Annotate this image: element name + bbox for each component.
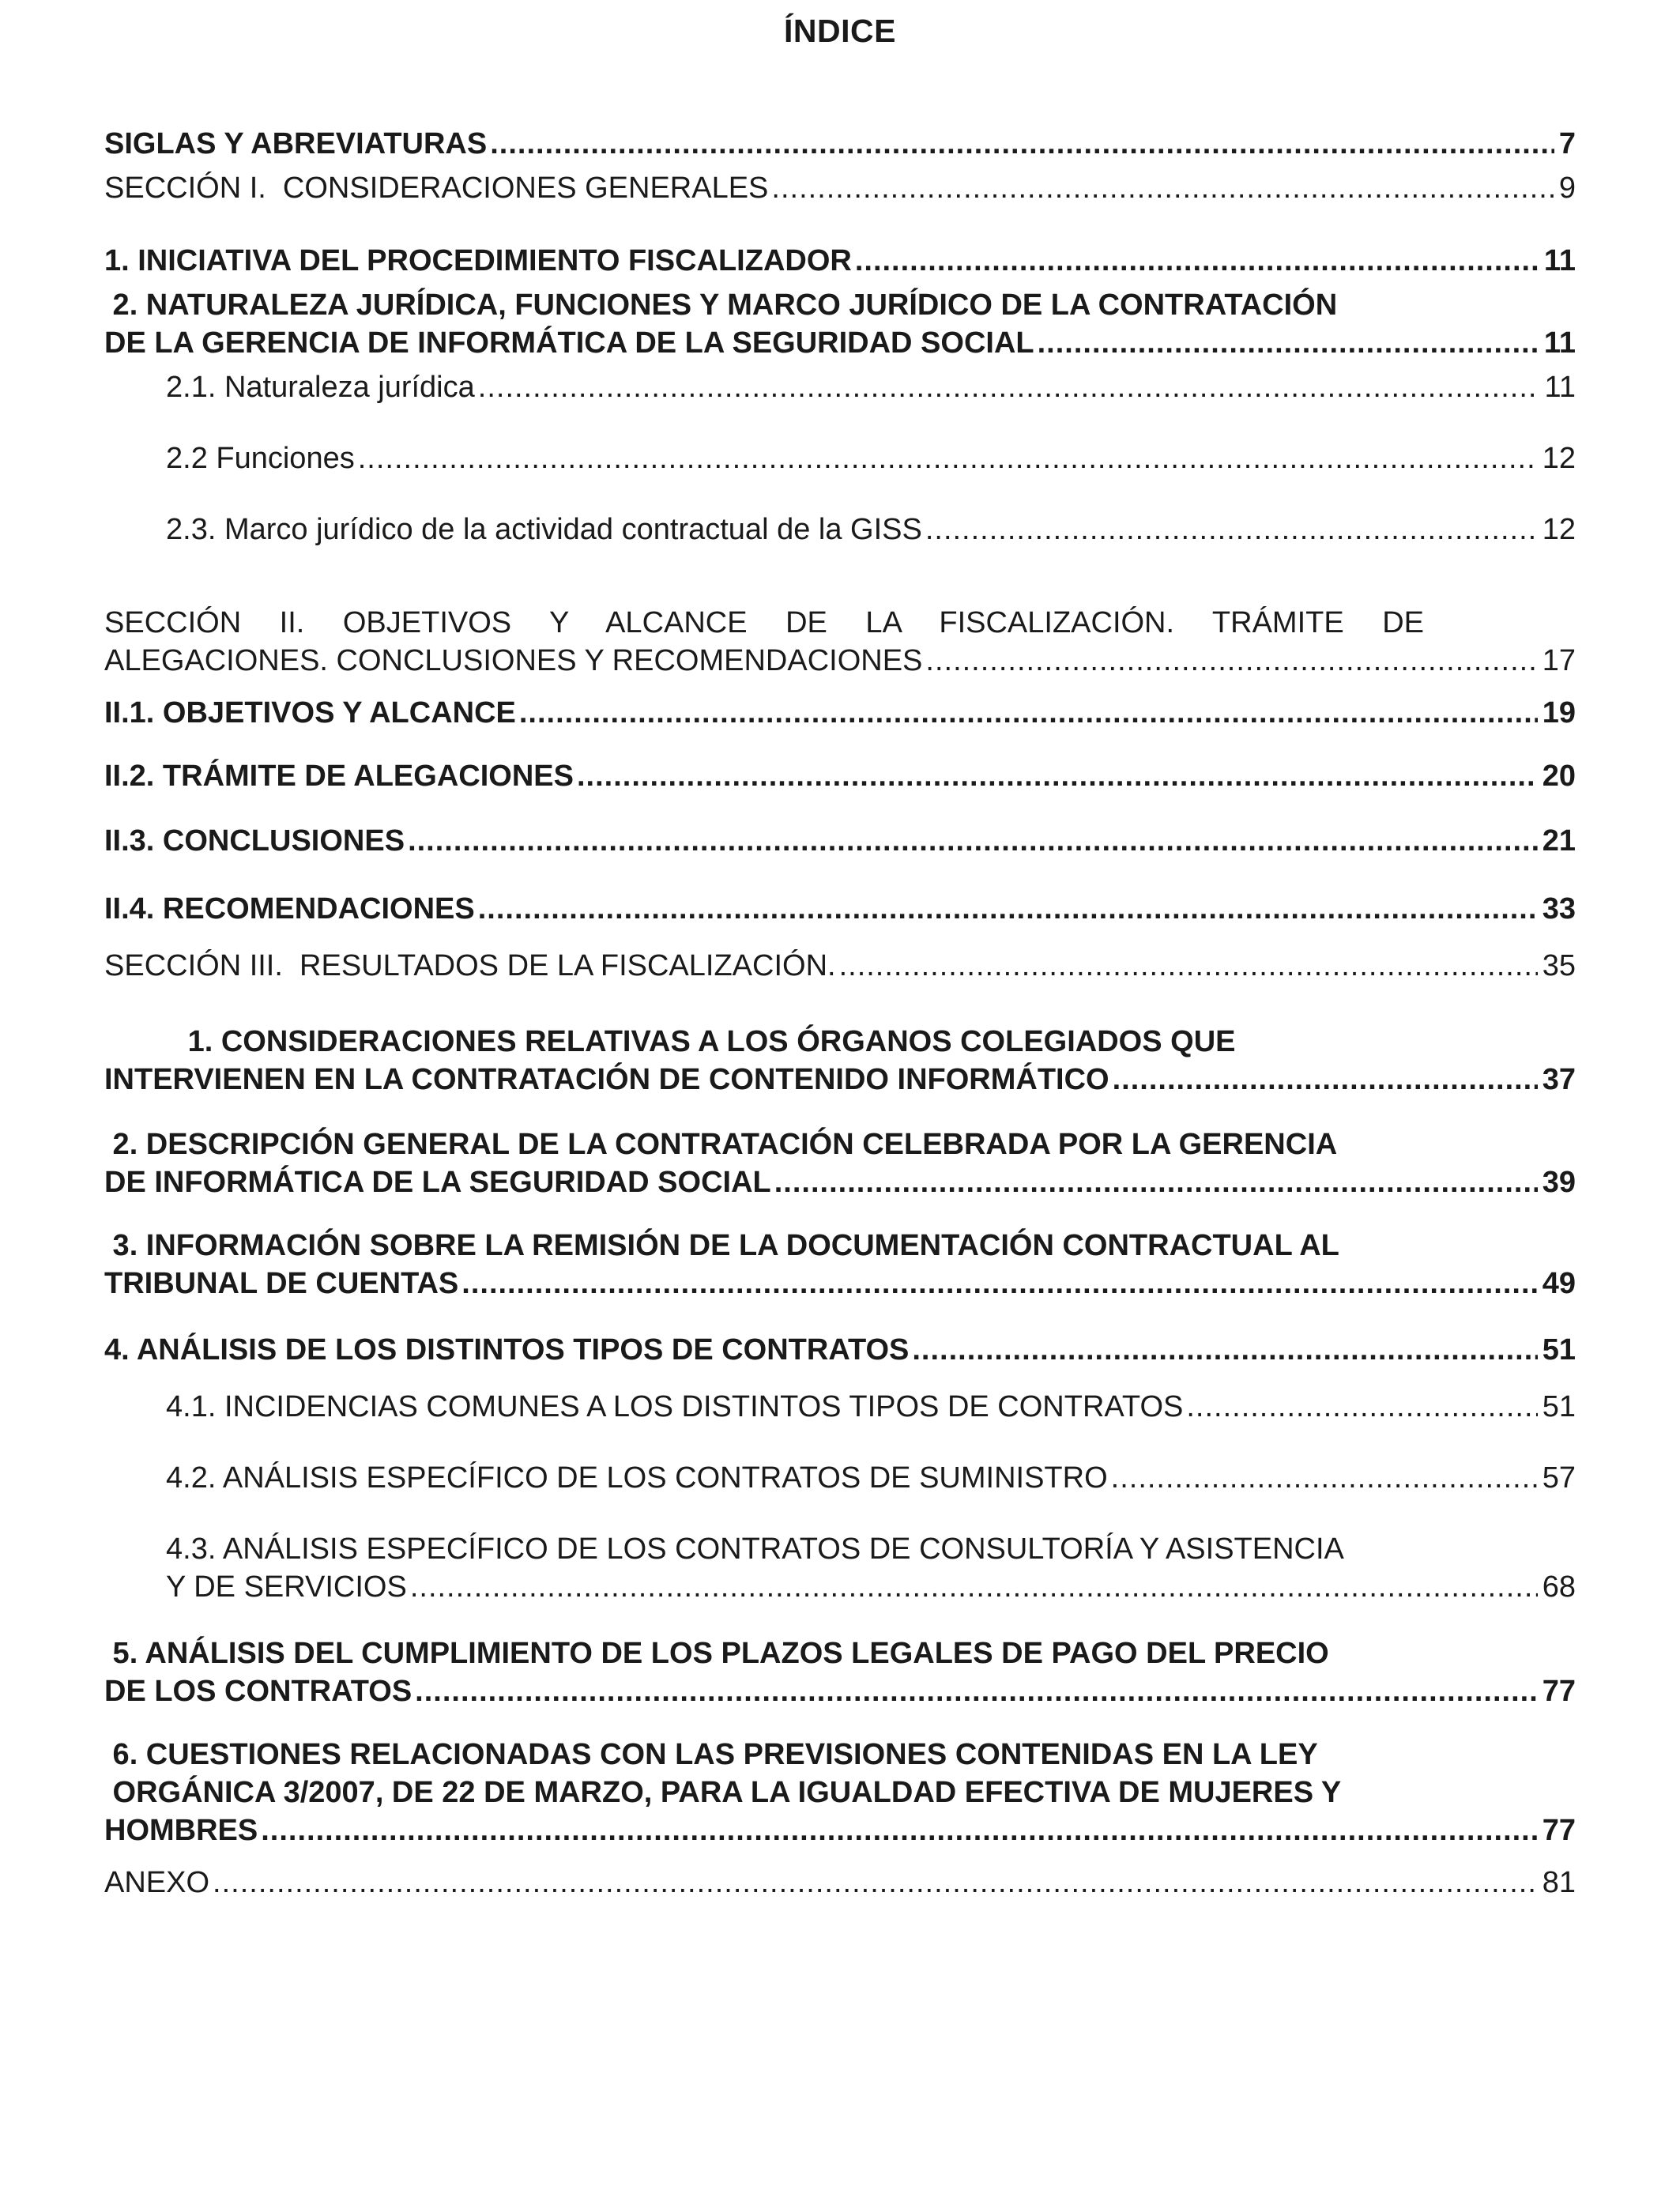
- dot-leader: [213, 1864, 1538, 1902]
- dot-leader: [912, 1331, 1537, 1369]
- toc-page-number: 11: [1544, 371, 1576, 404]
- toc-entry-iii-2[interactable]: [104, 1125, 1576, 1201]
- toc-entry-iniciativa[interactable]: [104, 242, 1576, 280]
- toc-entry-4-3[interactable]: [166, 1530, 1576, 1606]
- dot-leader: [478, 368, 1540, 406]
- toc-page-number: 19: [1542, 696, 1576, 729]
- dot-leader: [774, 1163, 1538, 1201]
- toc-entry-text: II.4. RECOMENDACIONES: [104, 892, 475, 925]
- toc-entry-text: II.1. OBJETIVOS Y ALCANCE: [104, 696, 516, 729]
- toc-entry-text: HOMBRES: [104, 1814, 258, 1847]
- toc-entry-text: 4.1. INCIDENCIAS COMUNES A LOS DISTINTOS TIPOS DE CONTRATOS: [166, 1390, 1184, 1423]
- dot-leader: [925, 642, 1537, 680]
- toc-entry-text: 1. CONSIDERACIONES RELATIVAS A LOS ÓRGANOS COLEGIADOS QUE: [104, 1025, 1236, 1058]
- toc-entry-text: 1. INICIATIVA DEL PROCEDIMIENTO FISCALIZADOR: [104, 244, 852, 277]
- dot-leader: [771, 169, 1554, 207]
- toc-entry-naturaleza[interactable]: [104, 286, 1576, 362]
- toc-entry-iii-1[interactable]: [104, 1023, 1576, 1099]
- toc-entry-text: II.3. CONCLUSIONES: [104, 824, 405, 858]
- toc-entry-ii-2[interactable]: [104, 757, 1576, 795]
- toc-entry-text: II.2. TRÁMITE DE ALEGACIONES: [104, 760, 574, 793]
- toc-entry-text: 4.2. ANÁLISIS ESPECÍFICO DE LOS CONTRATOS DE SUMINISTRO: [166, 1461, 1108, 1495]
- toc-entry-ii-3[interactable]: [104, 822, 1576, 860]
- toc-page-number: 77: [1542, 1814, 1576, 1847]
- toc-entry-iii-3[interactable]: [104, 1227, 1576, 1302]
- toc-page-number: 17: [1542, 644, 1576, 677]
- toc-page-number: 68: [1542, 1570, 1576, 1604]
- toc-page-number: 57: [1542, 1461, 1576, 1495]
- toc-page-number: 9: [1558, 172, 1576, 205]
- dot-leader: [478, 890, 1538, 928]
- dot-leader: [1186, 1388, 1537, 1426]
- toc-entry-text: 4. ANÁLISIS DE LOS DISTINTOS TIPOS DE CONTRATOS: [104, 1333, 910, 1367]
- toc-page-number: 11: [1543, 326, 1576, 360]
- dot-leader: [415, 1672, 1538, 1710]
- dot-leader: [490, 125, 1554, 163]
- toc-entry-text: 4.3. ANÁLISIS ESPECÍFICO DE LOS CONTRATOS DE CONSULTORÍA Y ASISTENCIA: [166, 1532, 1344, 1566]
- toc-page-number: 51: [1542, 1333, 1576, 1367]
- toc-page-number: 37: [1542, 1063, 1576, 1096]
- toc-entry-text: 2. NATURALEZA JURÍDICA, FUNCIONES Y MARCO JURÍDICO DE LA CONTRATACIÓN: [104, 288, 1338, 322]
- toc-page-number: 77: [1542, 1675, 1576, 1708]
- dot-leader: [358, 439, 1538, 477]
- toc-page-number: 11: [1543, 244, 1576, 277]
- dot-leader: [261, 1811, 1537, 1849]
- toc-entry-text: ORGÁNICA 3/2007, DE 22 DE MARZO, PARA LA IGUALDAD EFECTIVA DE MUJERES Y: [104, 1776, 1342, 1809]
- dot-leader: [577, 757, 1538, 795]
- toc-entry-text: 6. CUESTIONES RELACIONADAS CON LAS PREVISIONES CONTENIDAS EN LA LEY: [104, 1738, 1318, 1771]
- toc-page-number: 7: [1558, 127, 1576, 160]
- toc-entry-text: ALEGACIONES. CONCLUSIONES Y RECOMENDACIONES: [104, 644, 923, 677]
- toc-entry-text: 3. INFORMACIÓN SOBRE LA REMISIÓN DE LA DOCUMENTACIÓN CONTRACTUAL AL: [104, 1229, 1339, 1262]
- dot-leader: [408, 822, 1538, 860]
- toc-entry-seccion-ii[interactable]: [104, 604, 1576, 680]
- dot-leader: [855, 242, 1539, 280]
- toc-entry-4-1[interactable]: [166, 1388, 1576, 1426]
- toc-entry-text: DE LOS CONTRATOS: [104, 1675, 412, 1708]
- toc-entry-seccion-i[interactable]: [104, 169, 1576, 207]
- toc-entry-text: TRIBUNAL DE CUENTAS: [104, 1267, 459, 1300]
- toc-page-number: 39: [1542, 1166, 1576, 1199]
- toc-entry-2-1[interactable]: [166, 368, 1576, 406]
- toc-entry-text: ANEXO: [104, 1866, 210, 1899]
- toc-page-number: 51: [1542, 1390, 1576, 1423]
- toc-entry-ii-1[interactable]: [104, 694, 1576, 732]
- toc-entry-text: SECCIÓN III. RESULTADOS DE LA FISCALIZACIÓN.: [104, 949, 836, 982]
- toc-page-number: 35: [1542, 949, 1576, 982]
- toc-entry-text: DE INFORMÁTICA DE LA SEGURIDAD SOCIAL: [104, 1166, 771, 1199]
- toc-entry-2-2[interactable]: [166, 439, 1576, 477]
- toc-page-number: 33: [1542, 892, 1576, 925]
- toc-entry-text: SIGLAS Y ABREVIATURAS: [104, 127, 488, 160]
- toc-entry-text: 2. DESCRIPCIÓN GENERAL DE LA CONTRATACIÓN CELEBRADA POR LA GERENCIA: [104, 1128, 1338, 1161]
- toc-entry-anexo[interactable]: [104, 1864, 1576, 1902]
- dot-leader: [519, 694, 1538, 732]
- toc-entry-seccion-iii[interactable]: [104, 947, 1576, 985]
- toc-page-number: 12: [1542, 513, 1576, 546]
- dot-leader: [1111, 1459, 1538, 1497]
- toc-entry-iii-6[interactable]: [104, 1736, 1576, 1849]
- toc-entry-text: SECCIÓN II. OBJETIVOS Y ALCANCE DE LA FISCALIZACIÓN. TRÁMITE DE: [104, 606, 1424, 639]
- toc-entry-text: SECCIÓN I. CONSIDERACIONES GENERALES: [104, 172, 769, 205]
- dot-leader: [925, 511, 1538, 548]
- toc-entry-iii-4[interactable]: [104, 1331, 1576, 1369]
- toc-page-number: 49: [1542, 1267, 1576, 1300]
- dot-leader: [1038, 324, 1539, 362]
- toc-entry-text: 2.1. Naturaleza jurídica: [166, 371, 475, 404]
- toc-entry-text: 5. ANÁLISIS DEL CUMPLIMIENTO DE LOS PLAZOS LEGALES DE PAGO DEL PRECIO: [104, 1637, 1329, 1670]
- toc-entry-siglas[interactable]: [104, 125, 1576, 163]
- toc-entry-4-2[interactable]: [166, 1459, 1576, 1497]
- toc-page-number: 81: [1542, 1866, 1576, 1899]
- toc-entry-2-3[interactable]: [166, 511, 1576, 548]
- toc-entry-text: Y DE SERVICIOS: [166, 1570, 407, 1604]
- dot-leader: [839, 947, 1538, 985]
- toc-page-number: 20: [1542, 760, 1576, 793]
- toc-entry-ii-4[interactable]: [104, 890, 1576, 928]
- dot-leader: [461, 1265, 1537, 1302]
- toc-entry-text: DE LA GERENCIA DE INFORMÁTICA DE LA SEGURIDAD SOCIAL: [104, 326, 1034, 360]
- toc-entry-iii-5[interactable]: [104, 1634, 1576, 1710]
- toc-entry-text: 2.2 Funciones: [166, 442, 355, 475]
- toc-page-number: 21: [1542, 824, 1576, 858]
- toc-entry-text: INTERVIENEN EN LA CONTRATACIÓN DE CONTENIDO INFORMÁTICO: [104, 1063, 1109, 1096]
- toc-page-number: 12: [1542, 442, 1576, 475]
- page-title: ÍNDICE: [784, 13, 896, 49]
- toc-entry-text: 2.3. Marco jurídico de la actividad contractual de la GISS: [166, 513, 922, 546]
- dot-leader: [410, 1568, 1538, 1606]
- dot-leader: [1113, 1061, 1538, 1099]
